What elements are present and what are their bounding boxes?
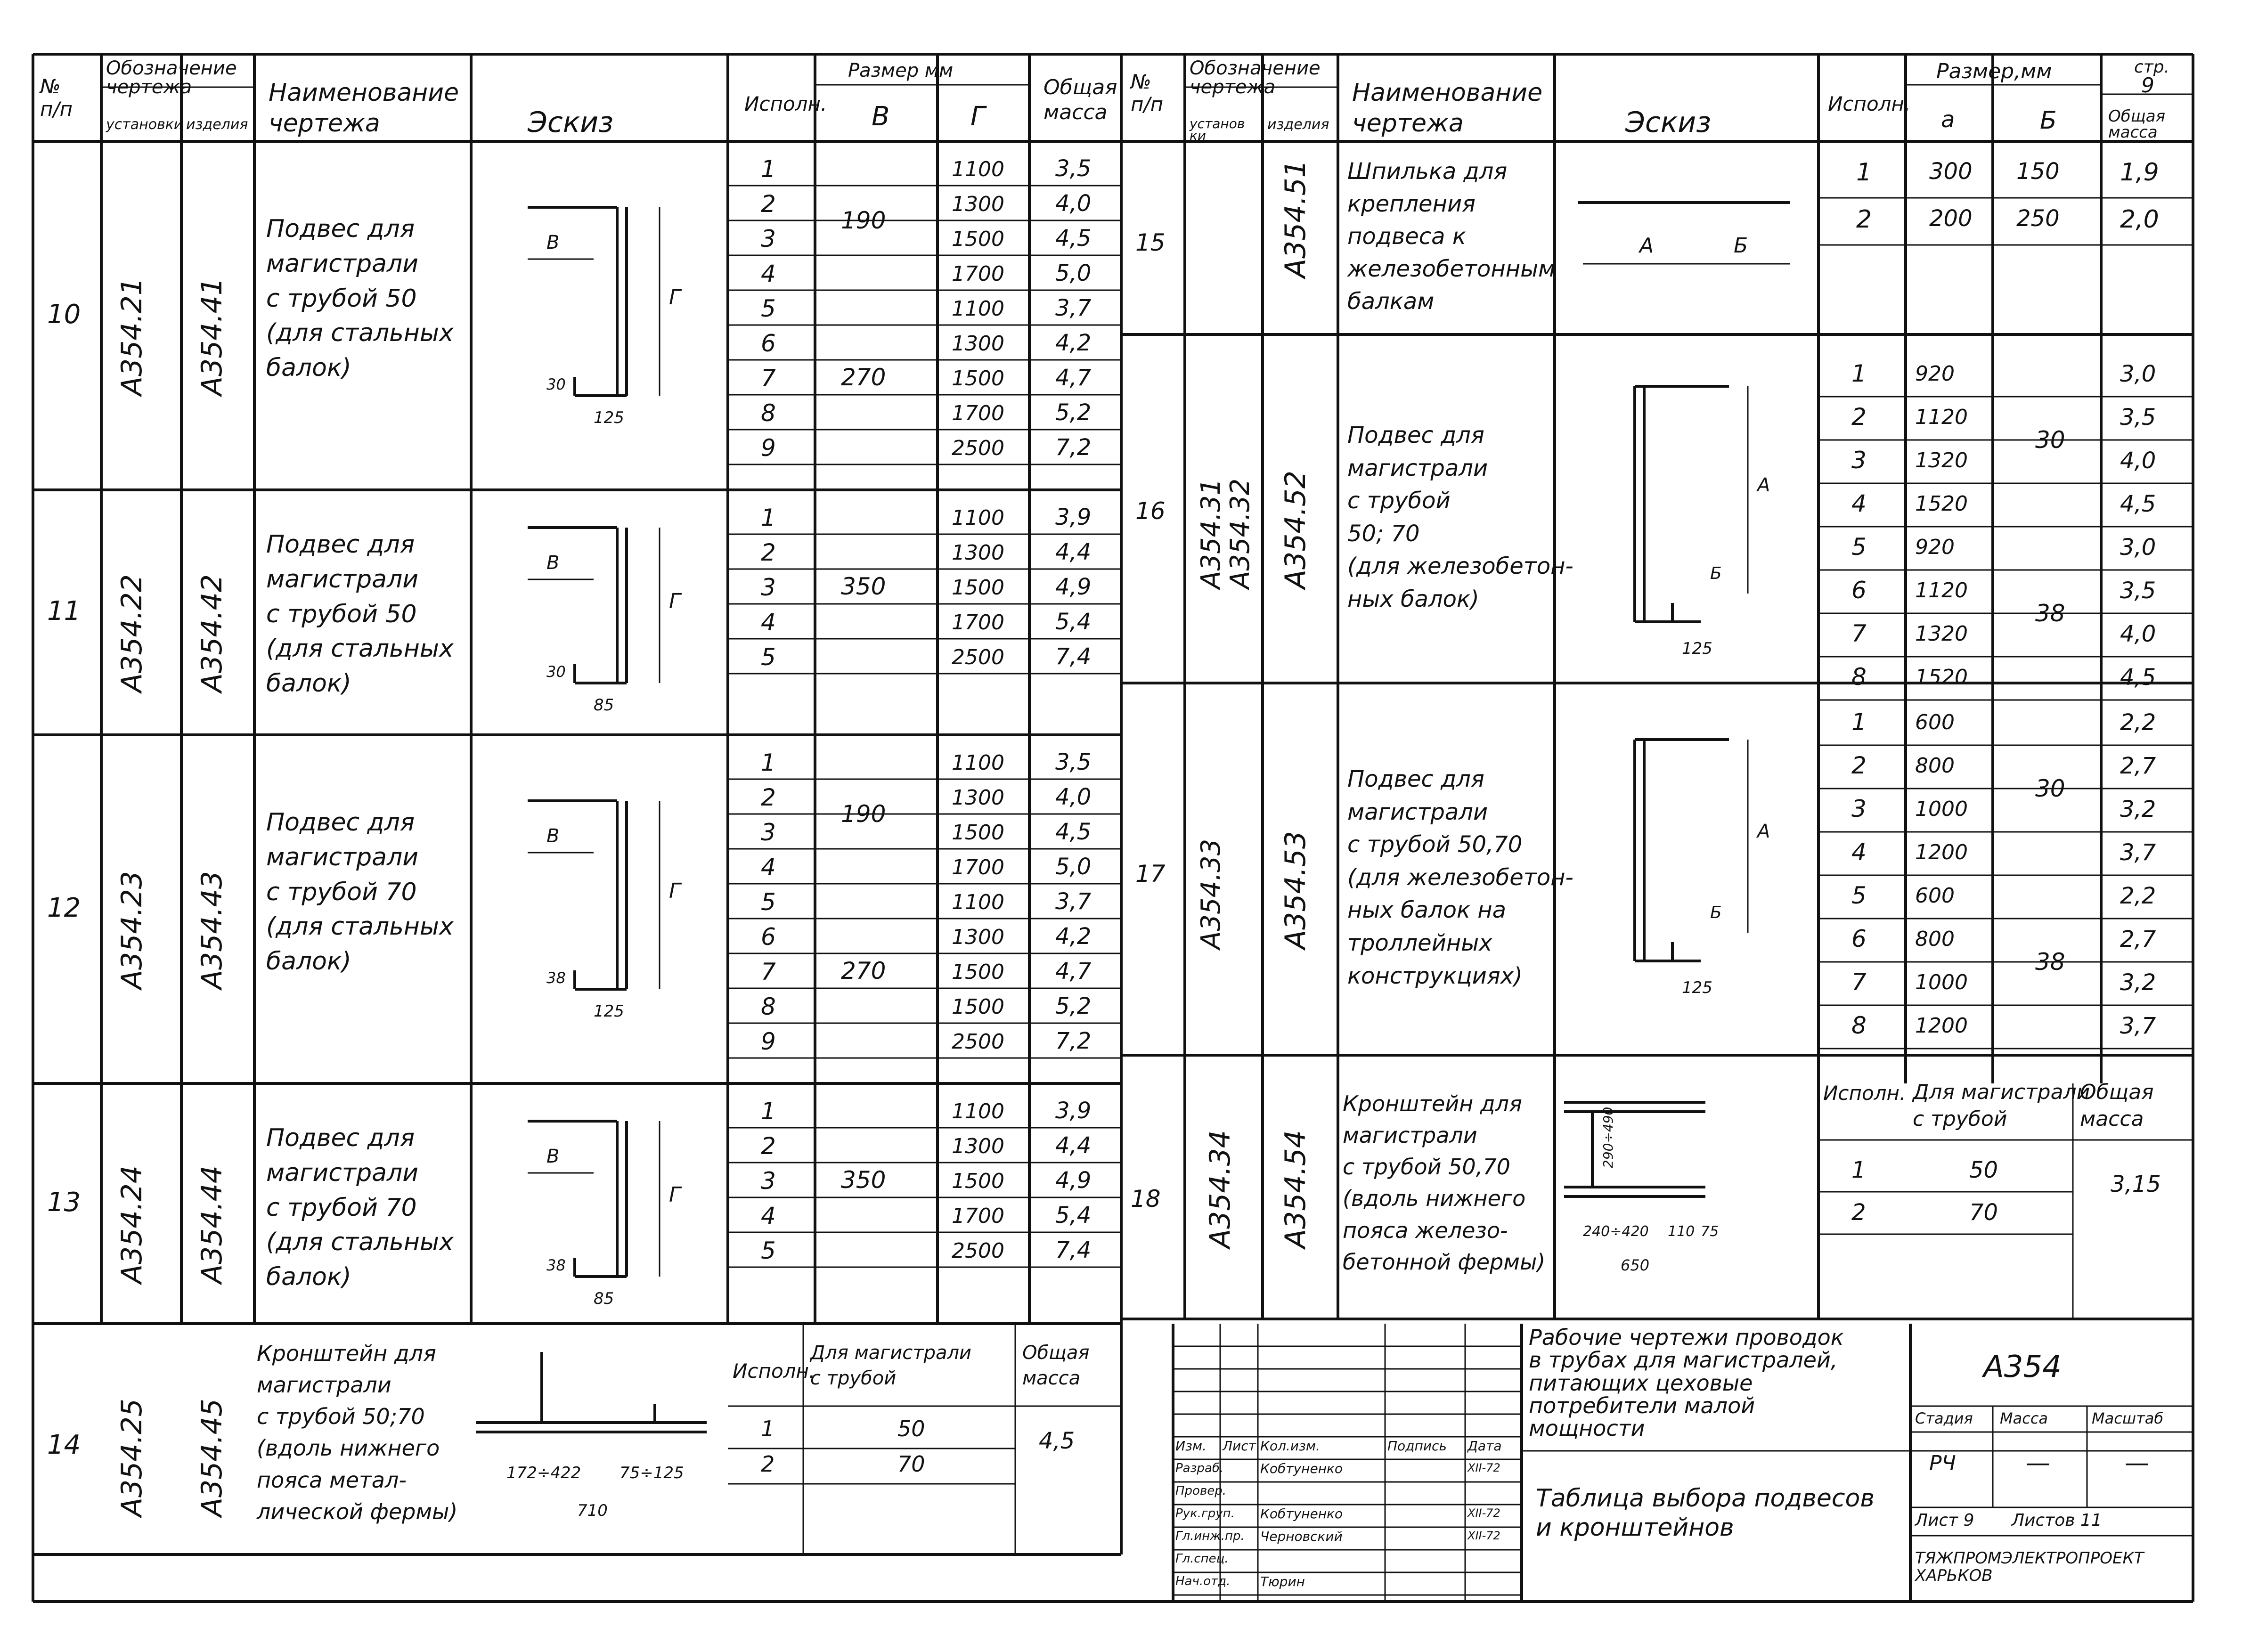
tb-title: Таблица выбора подвесов и кронштейнов [1536, 1484, 1875, 1542]
variant-cell: 7 [761, 958, 776, 985]
variant-cell: 4 [761, 854, 776, 881]
tb-role: Разраб. [1175, 1461, 1224, 1475]
header-item-r: изделия [1267, 116, 1329, 133]
sketch-dim-1: 38 [546, 1256, 566, 1274]
header-num: № п/п [40, 75, 73, 121]
a-cell: 1200 [1915, 840, 1968, 864]
variant-cell: 8 [761, 399, 776, 427]
header-size-r: Размер,мм [1936, 59, 2052, 83]
row-name: Подвес для магистрали с трубой 50,70 (для железобетон- ных балок на троллейных конструкциях) [1347, 766, 1573, 989]
tb-role: Гл.спец. [1175, 1552, 1229, 1566]
row-name: Подвес для магистрали с трубой 70 (для стальных балок) [266, 808, 454, 976]
a-cell: 1520 [1915, 665, 1968, 689]
r15-mass: 2,0 [2120, 205, 2159, 234]
tb-role: Нач.отд. [1175, 1574, 1231, 1588]
tb-name: Тюрин [1260, 1574, 1305, 1589]
sketch-dim-2: 75÷125 [620, 1464, 684, 1482]
variant-cell: 1 [761, 1098, 776, 1125]
row-num: 10 [47, 299, 81, 330]
r14-head-mass: Общая масса [1022, 1342, 1090, 1389]
r14-pipe: 70 [897, 1451, 925, 1477]
variant-cell: 3 [1851, 447, 1867, 474]
mass-cell: 4,5 [1055, 225, 1092, 252]
variant-cell: 5 [761, 1237, 776, 1264]
row-num: 15 [1135, 229, 1166, 256]
r18-variant: 2 [1851, 1199, 1866, 1226]
variant-cell: 3 [1851, 795, 1867, 822]
sketch-label-b: В [546, 552, 560, 574]
variant-cell: 2 [761, 190, 776, 218]
mass-cell: 5,0 [1055, 854, 1092, 880]
g-cell: 1100 [952, 751, 1004, 775]
mass-cell: 3,5 [1055, 749, 1092, 775]
sketch-label-b: В [546, 825, 560, 847]
header-v: В [872, 101, 890, 132]
g-cell: 1500 [952, 227, 1004, 251]
mass-cell: 3,5 [1055, 155, 1092, 182]
sketch-label-b: Б [1710, 564, 1722, 583]
mass-cell: 7,2 [1055, 1028, 1092, 1054]
row-name: Подвес для магистрали с трубой 50; 70 (для железобетон- ных балок) [1347, 422, 1573, 612]
variant-cell: 8 [1851, 1012, 1867, 1039]
sketch-label-a: А [1639, 234, 1654, 258]
variant-cell: 6 [1851, 577, 1867, 604]
row-item: А354.44 [196, 1165, 228, 1284]
tb-role: Гл.инж.пр. [1175, 1529, 1245, 1543]
row-num: 12 [47, 893, 81, 923]
g-cell: 2500 [952, 645, 1004, 669]
g-cell: 1700 [952, 855, 1004, 879]
sketch-dim-1: 38 [546, 969, 566, 987]
b-cell: 38 [2035, 948, 2065, 976]
mass-cell: 7,2 [1055, 434, 1092, 461]
mass-cell: 2,7 [2120, 926, 2156, 952]
g-cell: 1500 [952, 1169, 1004, 1193]
mass-cell: 5,2 [1055, 399, 1092, 426]
g-cell: 2500 [952, 1030, 1004, 1054]
row-name: Подвес для магистрали с трубой 50 (для стальных балок) [266, 215, 454, 382]
r14-head-var: Исполн. [733, 1359, 815, 1383]
mass-cell: 3,7 [1055, 888, 1092, 915]
header-num-r: № п/п [1131, 70, 1164, 116]
g-cell: 1700 [952, 610, 1004, 635]
g-cell: 1100 [952, 157, 1004, 181]
g-cell: 1500 [952, 576, 1004, 600]
header-variant: Исполн. [744, 92, 827, 115]
g-cell: 1300 [952, 786, 1004, 810]
mass-cell: 4,5 [1055, 819, 1092, 845]
sketch-dim-1: 172÷422 [506, 1464, 581, 1482]
row-num: 18 [1131, 1185, 1161, 1213]
header-designation-r: Обозначение чертежа [1190, 57, 1321, 98]
sketch-dim-1: 30 [546, 375, 566, 393]
variant-cell: 5 [761, 888, 776, 916]
header-page-num: 9 [2141, 73, 2154, 98]
mass-cell: 4,7 [1055, 958, 1092, 985]
sketch-dim-h: 290÷490 [1600, 1107, 1616, 1168]
sketch-label-b: В [546, 232, 560, 253]
mass-cell: 4,9 [1055, 1167, 1092, 1194]
variant-cell: 9 [761, 1028, 776, 1055]
mass-cell: 4,2 [1055, 330, 1092, 356]
r18-head-var: Исполн. [1823, 1082, 1906, 1105]
mass-cell: 3,9 [1055, 1098, 1092, 1124]
tb-col-label: Изм. [1175, 1438, 1207, 1454]
mass-cell: 4,5 [2120, 664, 2156, 691]
a-cell: 800 [1915, 754, 1955, 778]
mass-cell: 5,0 [1055, 260, 1092, 286]
r14-pipe: 50 [897, 1416, 925, 1441]
mass-cell: 3,5 [2120, 404, 2156, 431]
row-install: А354.31 А354.32 [1196, 478, 1256, 589]
row-item: А354.45 [196, 1399, 228, 1517]
a-cell: 1320 [1915, 448, 1968, 472]
mass-cell: 5,4 [1055, 1202, 1092, 1229]
mass-cell: 4,0 [2120, 621, 2156, 647]
v-cell: 350 [841, 573, 886, 600]
variant-cell: 4 [1851, 838, 1867, 866]
tb-name: Кобтуненко [1260, 1461, 1343, 1476]
row-item: А354.54 [1279, 1130, 1312, 1248]
g-cell: 1500 [952, 821, 1004, 845]
r15-a: 300 [1929, 158, 1973, 185]
sketch-label-g: Г [669, 1183, 681, 1207]
sketch-label-b: В [546, 1146, 560, 1167]
variant-cell: 1 [761, 504, 776, 531]
variant-cell: 3 [761, 225, 776, 252]
row-name: Кронштейн для магистрали с трубой 50;70 (вдоль нижнего пояса метал- лической фермы) [257, 1341, 458, 1524]
row-item: А354.51 [1279, 160, 1312, 278]
r15-a: 200 [1929, 205, 1973, 232]
tb-col-label: Подпись [1387, 1438, 1447, 1454]
sketch-dim-2: 85 [594, 1289, 614, 1308]
row-num: 11 [47, 596, 81, 627]
header-page: стр. [2134, 57, 2170, 77]
a-cell: 1000 [1915, 797, 1968, 821]
b-cell: 30 [2035, 426, 2065, 454]
r15-b: 150 [2016, 158, 2060, 185]
sketch-dim: 125 [1682, 639, 1712, 658]
row-install: А354.23 [115, 871, 148, 989]
tb-sheets: Листов 11 [2012, 1511, 2102, 1530]
variant-cell: 6 [1851, 925, 1867, 952]
row-num: 16 [1135, 497, 1166, 525]
header-b: Б [2040, 106, 2057, 135]
variant-cell: 7 [761, 365, 776, 392]
variant-cell: 3 [761, 574, 776, 601]
variant-cell: 8 [761, 993, 776, 1020]
variant-cell: 4 [761, 260, 776, 287]
header-item: изделия [186, 116, 248, 133]
a-cell: 1520 [1915, 492, 1968, 516]
r18-head-mass: Общая масса [2080, 1080, 2154, 1131]
row-install: А354.33 [1196, 838, 1226, 949]
header-size: Размер мм [848, 60, 954, 81]
variant-cell: 4 [761, 1202, 776, 1229]
sketch-dim-4: 650 [1621, 1256, 1650, 1274]
variant-cell: 6 [761, 330, 776, 357]
g-cell: 1300 [952, 925, 1004, 949]
row-item: А354.41 [196, 277, 228, 396]
mass-cell: 2,2 [2120, 709, 2156, 736]
sketch-label-a: А [1757, 474, 1770, 496]
a-cell: 1200 [1915, 1014, 1968, 1038]
g-cell: 1700 [952, 401, 1004, 425]
row-item: А354.43 [196, 871, 228, 989]
variant-cell: 5 [761, 295, 776, 322]
g-cell: 1700 [952, 262, 1004, 286]
g-cell: 1500 [952, 366, 1004, 391]
variant-cell: 7 [1851, 968, 1867, 996]
tb-role: Провер. [1175, 1484, 1227, 1498]
sketch-label-a: А [1757, 821, 1770, 842]
v-cell: 190 [841, 207, 886, 234]
tb-name: Черновский [1260, 1529, 1343, 1544]
r18-pipe: 70 [1969, 1199, 1998, 1226]
sketch-dim-1: 30 [546, 663, 566, 681]
r15-variant: 2 [1856, 205, 1872, 234]
row-install: А354.21 [115, 277, 148, 396]
variant-cell: 4 [1851, 490, 1867, 517]
a-cell: 1120 [1915, 578, 1968, 602]
variant-cell: 1 [761, 749, 776, 776]
row-item: А354.52 [1279, 471, 1312, 589]
row-num: 14 [47, 1430, 81, 1460]
tb-code: А354 [1983, 1350, 2062, 1384]
sketch-label-b: Б [1734, 234, 1748, 258]
tb-stage: РЧ [1929, 1451, 1956, 1475]
mass-cell: 2,7 [2120, 753, 2156, 779]
tb-mass: — [2026, 1449, 2050, 1477]
header-mass: Общая масса [1044, 75, 1117, 124]
b-cell: 30 [2035, 775, 2065, 802]
sketch-dim-2: 85 [594, 696, 614, 715]
header-g: Г [970, 101, 986, 132]
g-cell: 1300 [952, 541, 1004, 565]
variant-cell: 2 [761, 784, 776, 811]
mass-cell: 3,7 [2120, 1013, 2156, 1039]
mass-cell: 4,5 [2120, 491, 2156, 517]
mass-cell: 4,7 [1055, 365, 1092, 391]
tb-date: XII-72 [1467, 1461, 1500, 1474]
tb-col-label: Лист [1223, 1438, 1256, 1454]
variant-cell: 1 [1851, 360, 1867, 387]
r14-mass: 4,5 [1039, 1428, 1075, 1454]
a-cell: 800 [1915, 927, 1955, 951]
header-name: Наименование чертежа [269, 79, 459, 138]
mass-cell: 4,0 [2120, 448, 2156, 474]
mass-cell: 5,2 [1055, 993, 1092, 1019]
b-cell: 38 [2035, 600, 2065, 627]
mass-cell: 4,9 [1055, 574, 1092, 600]
row-install: А354.24 [115, 1165, 148, 1284]
r15-b: 250 [2016, 205, 2060, 232]
v-cell: 190 [841, 800, 886, 828]
mass-cell: 5,4 [1055, 609, 1092, 635]
r14-variant: 2 [761, 1451, 775, 1477]
tb-stage-label: Стадия [1915, 1409, 1973, 1427]
sketch-dim-3: 710 [577, 1501, 608, 1520]
r15-mass: 1,9 [2120, 158, 2159, 187]
mass-cell: 3,9 [1055, 504, 1092, 530]
r18-mass: 3,15 [2111, 1171, 2161, 1197]
header-variant-r: Исполн. [1828, 92, 1911, 115]
header-sketch: Эскиз [528, 106, 614, 139]
sketch-label-b: Б [1710, 903, 1722, 922]
tb-date: XII-72 [1467, 1529, 1500, 1542]
mass-cell: 3,7 [1055, 295, 1092, 321]
header-mass-r: Общая масса [2108, 107, 2166, 142]
mass-cell: 2,2 [2120, 883, 2156, 909]
mass-cell: 3,0 [2120, 534, 2156, 561]
row-name: Подвес для магистрали с трубой 70 (для стальных балок) [266, 1124, 454, 1292]
row-num: 13 [47, 1187, 81, 1218]
variant-cell: 5 [1851, 882, 1867, 909]
g-cell: 1500 [952, 995, 1004, 1019]
mass-cell: 3,7 [2120, 839, 2156, 866]
variant-cell: 5 [761, 643, 776, 671]
variant-cell: 3 [761, 819, 776, 846]
mass-cell: 3,2 [2120, 796, 2156, 822]
sketch-dim-2: 125 [594, 408, 624, 427]
tb-col-label: Кол.изм. [1260, 1438, 1320, 1454]
mass-cell: 7,4 [1055, 643, 1092, 670]
variant-cell: 1 [1851, 708, 1867, 736]
a-cell: 920 [1915, 535, 1955, 559]
g-cell: 1300 [952, 192, 1004, 216]
sketch-label-g: Г [669, 879, 681, 903]
header-name-r: Наименование чертежа [1352, 79, 1543, 138]
variant-cell: 2 [1851, 752, 1867, 779]
mass-cell: 4,0 [1055, 190, 1092, 217]
variant-cell: 8 [1851, 663, 1867, 691]
mass-cell: 4,0 [1055, 784, 1092, 810]
r14-head-for: Для магистрали с трубой [810, 1342, 972, 1389]
row-name: Подвес для магистрали с трубой 50 (для стальных балок) [266, 530, 454, 698]
sketch-label-g: Г [669, 285, 681, 309]
g-cell: 1100 [952, 297, 1004, 321]
variant-cell: 3 [761, 1167, 776, 1195]
header-install-r: установ ки [1190, 116, 1245, 144]
r18-head-for: Для магистрали с трубой [1913, 1080, 2090, 1131]
header-install: установки [106, 116, 183, 133]
header-designation: Обозначение чертежа [106, 57, 237, 98]
r18-variant: 1 [1851, 1157, 1866, 1183]
g-cell: 1300 [952, 1134, 1004, 1158]
row-name: Кронштейн для магистрали с трубой 50,70 (вдоль нижнего пояса железо- бетонной фермы) [1343, 1091, 1546, 1275]
g-cell: 1300 [952, 332, 1004, 356]
row-item: А354.42 [196, 574, 228, 692]
variant-cell: 7 [1851, 620, 1867, 647]
a-cell: 600 [1915, 710, 1955, 734]
sketch-dim-1: 240÷420 [1583, 1223, 1649, 1240]
variant-cell: 9 [761, 434, 776, 462]
sketch-dim: 125 [1682, 978, 1712, 997]
g-cell: 1700 [952, 1204, 1004, 1228]
header-a: а [1941, 106, 1955, 133]
tb-date: XII-72 [1467, 1506, 1500, 1520]
a-cell: 600 [1915, 884, 1955, 908]
sketch-dim-2: 125 [594, 1002, 624, 1021]
v-cell: 270 [841, 957, 886, 985]
row-install: А354.25 [115, 1399, 148, 1517]
tb-org: ТЯЖПРОМЭЛЕКТРОПРОЕКТ ХАРЬКОВ [1915, 1549, 2144, 1586]
g-cell: 2500 [952, 1239, 1004, 1263]
variant-cell: 1 [761, 155, 776, 183]
row-install: А354.34 [1204, 1130, 1237, 1248]
tb-description: Рабочие чертежи проводок в трубах для магистралей, питающих цеховые потребители малой мощности [1529, 1325, 1844, 1441]
mass-cell: 4,4 [1055, 539, 1092, 565]
variant-cell: 5 [1851, 533, 1867, 561]
variant-cell: 2 [761, 1132, 776, 1160]
mass-cell: 3,2 [2120, 969, 2156, 996]
mass-cell: 4,4 [1055, 1132, 1092, 1159]
sketch-label-g: Г [669, 589, 681, 613]
variant-cell: 4 [761, 609, 776, 636]
tb-name: Кобтуненко [1260, 1506, 1343, 1522]
a-cell: 920 [1915, 362, 1955, 386]
g-cell: 1500 [952, 960, 1004, 984]
v-cell: 270 [841, 364, 886, 391]
mass-cell: 4,2 [1055, 923, 1092, 950]
g-cell: 1100 [952, 890, 1004, 914]
v-cell: 350 [841, 1166, 886, 1194]
a-cell: 1320 [1915, 622, 1968, 646]
a-cell: 1120 [1915, 405, 1968, 429]
g-cell: 1100 [952, 1099, 1004, 1123]
variant-cell: 2 [761, 539, 776, 566]
variant-cell: 2 [1851, 403, 1867, 431]
row-item: А354.53 [1279, 831, 1312, 949]
tb-role: Рук.груп. [1175, 1506, 1235, 1521]
tb-sheet: Лист 9 [1915, 1511, 1974, 1530]
r15-variant: 1 [1856, 158, 1872, 187]
r14-variant: 1 [761, 1416, 775, 1441]
row-num: 17 [1135, 860, 1166, 887]
tb-scale: — [2125, 1449, 2149, 1477]
g-cell: 2500 [952, 436, 1004, 460]
header-sketch-r: Эскиз [1625, 106, 1712, 139]
sketch-dim-2: 110 [1668, 1223, 1695, 1240]
mass-cell: 7,4 [1055, 1237, 1092, 1263]
row-name: Шпилька для крепления подвеса к железобетонным балкам [1347, 158, 1556, 315]
mass-cell: 3,0 [2120, 361, 2156, 387]
tb-mass-label: Масса [2000, 1409, 2048, 1427]
r18-pipe: 50 [1969, 1157, 1998, 1183]
tb-col-label: Дата [1467, 1438, 1502, 1454]
tb-scale-label: Масштаб [2092, 1409, 2164, 1427]
row-install: А354.22 [115, 574, 148, 692]
a-cell: 1000 [1915, 970, 1968, 994]
mass-cell: 3,5 [2120, 578, 2156, 604]
variant-cell: 6 [761, 923, 776, 951]
sketch-dim-3: 75 [1701, 1223, 1719, 1240]
g-cell: 1100 [952, 506, 1004, 530]
